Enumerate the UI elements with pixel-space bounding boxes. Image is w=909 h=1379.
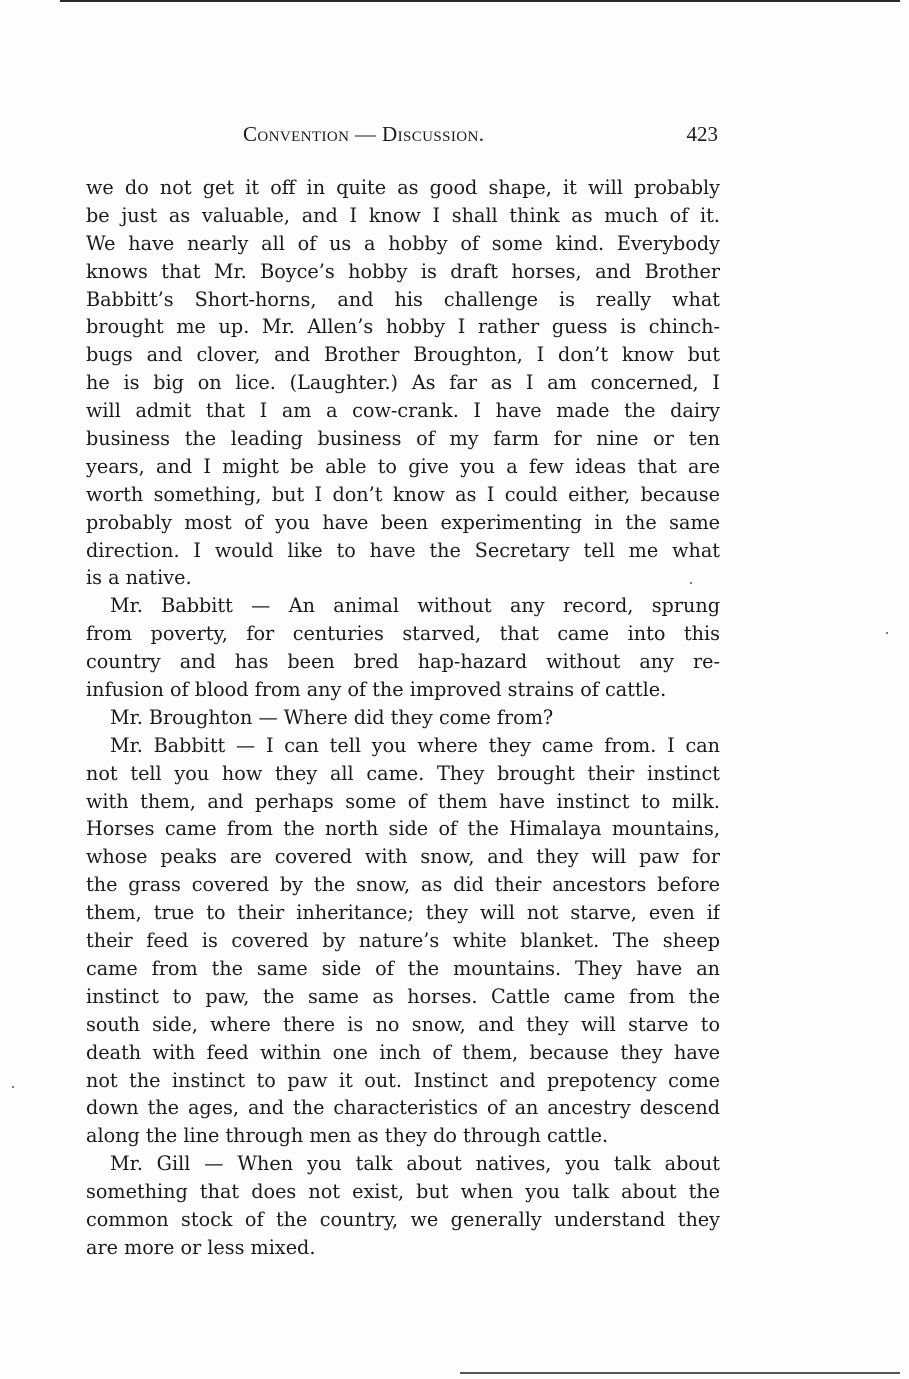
print-speck [690,582,692,584]
text-line: not the instinct to paw it out. Instinct and prepotency come [86,1068,720,1092]
text-line: Horses came from the north side of the Himalaya mountains, [86,817,720,841]
running-title: Convention — Discussion. [243,122,485,146]
text-line: will admit that I am a cow-crank. I have made the dairy [86,399,720,423]
text-line: Mr. Babbitt — I can tell you where they came from. I can [110,733,720,757]
text-line: something that does not exist, but when you talk about the [86,1180,720,1204]
text-line: be just as valuable, and I know I shall think as much of it. [86,203,720,227]
text-line: common stock of the country, we generally understand they [86,1207,720,1231]
text-line: not tell you how they all came. They brought their instinct [86,761,720,785]
paragraph [86,174,720,592]
text-line: Mr. Gill — When you talk about natives, you talk about [110,1152,720,1176]
text-line: country and has been bred hap-hazard without any re- [86,650,720,674]
text-line: direction. I would like to have the Secretary tell me what [86,538,720,562]
text-line: death with feed within one inch of them, because they have [86,1040,720,1064]
paragraph [86,732,720,1150]
text-line: we do not get it off in quite as good shape, it will probably [86,176,720,199]
print-speck [12,1086,14,1088]
page-top-edge [60,0,900,2]
page-bottom-edge [460,1372,900,1374]
text-line: the grass covered by the snow, as did their ancestors before [86,873,720,897]
running-head [243,122,718,152]
text-line: from poverty, for centuries starved, that came into this [86,622,720,646]
paragraph [86,592,720,704]
print-speck [886,632,888,634]
text-line: infusion of blood from any of the improved strains of cattle. [86,678,667,702]
text-line: brought me up. Mr. Allen’s hobby I rather guess is chinch- [86,315,720,339]
text-line: We have nearly all of us a hobby of some kind. Everybody [86,231,720,255]
text-line: Babbitt’s Short-horns, and his challenge is really what [86,287,720,311]
text-line: he is big on lice. (Laughter.) As far as I am concerned, I [86,371,720,395]
text-line: whose peaks are covered with snow, and they will paw for [86,845,720,869]
page-number: 423 [686,122,718,146]
paragraph [86,1150,720,1262]
text-line: bugs and clover, and Brother Broughton, I don’t know but [86,343,720,367]
text-line: their feed is covered by nature’s white blanket. The sheep [86,929,720,953]
text-line: Mr. Babbitt — An animal without any record, sprung [110,594,720,618]
text-line: are more or less mixed. [86,1235,316,1259]
text-line: them, true to their inheritance; they will not starve, even if [86,901,720,925]
text-line: along the line through men as they do through cattle. [86,1124,609,1148]
text-line: probably most of you have been experimenting in the same [86,510,720,534]
body-text [86,174,720,1262]
text-line: Mr. Broughton — Where did they come from? [110,705,554,729]
text-line: worth something, but I don’t know as I could either, because [86,482,720,506]
text-line: south side, where there is no snow, and they will starve to [86,1012,720,1036]
text-line: knows that Mr. Boyce’s hobby is draft horses, and Brother [86,259,720,283]
text-line: came from the same side of the mountains. They have an [86,956,720,980]
text-line: is a native. [86,566,192,590]
text-line: with them, and perhaps some of them have instinct to milk. [86,789,720,813]
text-line: business the leading business of my farm for nine or ten [86,427,720,451]
text-line: years, and I might be able to give you a few ideas that are [86,454,720,478]
paragraph [86,704,720,732]
text-line: instinct to paw, the same as horses. Cattle came from the [86,984,720,1008]
text-line: down the ages, and the characteristics of an ancestry descend [86,1096,720,1120]
